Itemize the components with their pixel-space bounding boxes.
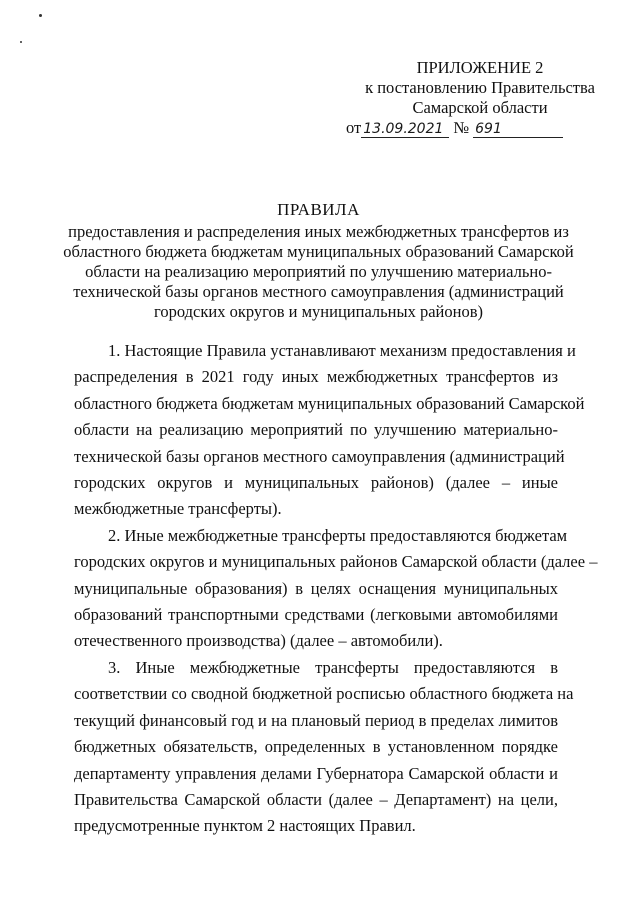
- paragraph-line: технической базы органов местного самоуправления (администраций: [74, 446, 565, 466]
- document-body: [74, 338, 598, 840]
- subtitle-line: городских округов и муниципальных районов): [154, 302, 483, 321]
- subtitle-line: области на реализацию мероприятий по улучшению материально-: [85, 262, 552, 281]
- number-prefix: №: [453, 118, 470, 137]
- paragraph-line: соответствии со сводной бюджетной росписью областного бюджета на: [74, 684, 574, 704]
- paragraph-2: [74, 523, 598, 655]
- paragraph-line: 2. Иные межбюджетные трансферты предоставляются бюджетам: [108, 525, 568, 545]
- subtitle-line: предоставления и распределения иных межбюджетных трансфертов из: [68, 222, 569, 241]
- subtitle-line: областного бюджета бюджетам муниципальных образований Самарской: [63, 242, 574, 261]
- appendix-header: [300, 58, 600, 138]
- appendix-title: ПРИЛОЖЕНИЕ 2: [416, 58, 544, 77]
- paragraph-line: распределения в 2021 году иных межбюджетных трансфертов из: [74, 367, 558, 387]
- handwritten-date: 13.09.2021: [361, 121, 449, 138]
- document-title-block: [60, 200, 577, 322]
- paragraph-line: областного бюджета бюджетам муниципальных образований Самарской: [74, 393, 585, 413]
- paragraph-line: 3. Иные межбюджетные трансферты предоставляются в: [108, 657, 558, 677]
- paragraph-1: [74, 338, 585, 523]
- appendix-line-1: к постановлению Правительства: [365, 78, 595, 97]
- paragraph-line: Правительства Самарской области (далее – Департамент) на цели,: [74, 789, 558, 809]
- paragraph-line: департаменту управления делами Губернатора Самарской области и: [74, 763, 558, 783]
- paragraph-3: [74, 655, 574, 840]
- paragraph-line: предусмотренные пунктом 2 настоящих Правил.: [74, 816, 416, 836]
- paragraph-line: городских округов и муниципальных районов) (далее – иные: [74, 473, 558, 493]
- paragraph-line: образований транспортными средствами (легковыми автомобилями: [74, 605, 558, 625]
- date-prefix: от: [346, 118, 362, 137]
- paragraph-line: городских округов и муниципальных районов Самарской области (далее –: [74, 552, 598, 572]
- paragraph-line: области на реализацию мероприятий по улучшению материально-: [74, 420, 558, 440]
- scan-speck: [20, 41, 22, 43]
- paragraph-line: текущий финансовый год и на плановый период в пределах лимитов: [74, 710, 558, 730]
- document-title: ПРАВИЛА: [277, 200, 360, 219]
- appendix-line-2: Самарской области: [412, 98, 548, 117]
- paragraph-line: 1. Настоящие Правила устанавливают механизм предоставления и: [108, 341, 576, 360]
- paragraph-line: отечественного производства) (далее – автомобили).: [74, 631, 443, 651]
- paragraph-line: муниципальные образования) в целях оснащения муниципальных: [74, 578, 558, 598]
- paragraph-line: межбюджетные трансферты).: [74, 499, 282, 519]
- handwritten-number: 691: [473, 121, 563, 138]
- subtitle-line: технической базы органов местного самоуправления (администраций: [73, 282, 564, 301]
- paragraph-line: бюджетных обязательств, определенных в установленном порядке: [74, 737, 558, 757]
- scan-speck: [39, 14, 42, 17]
- appendix-reference: [306, 118, 600, 138]
